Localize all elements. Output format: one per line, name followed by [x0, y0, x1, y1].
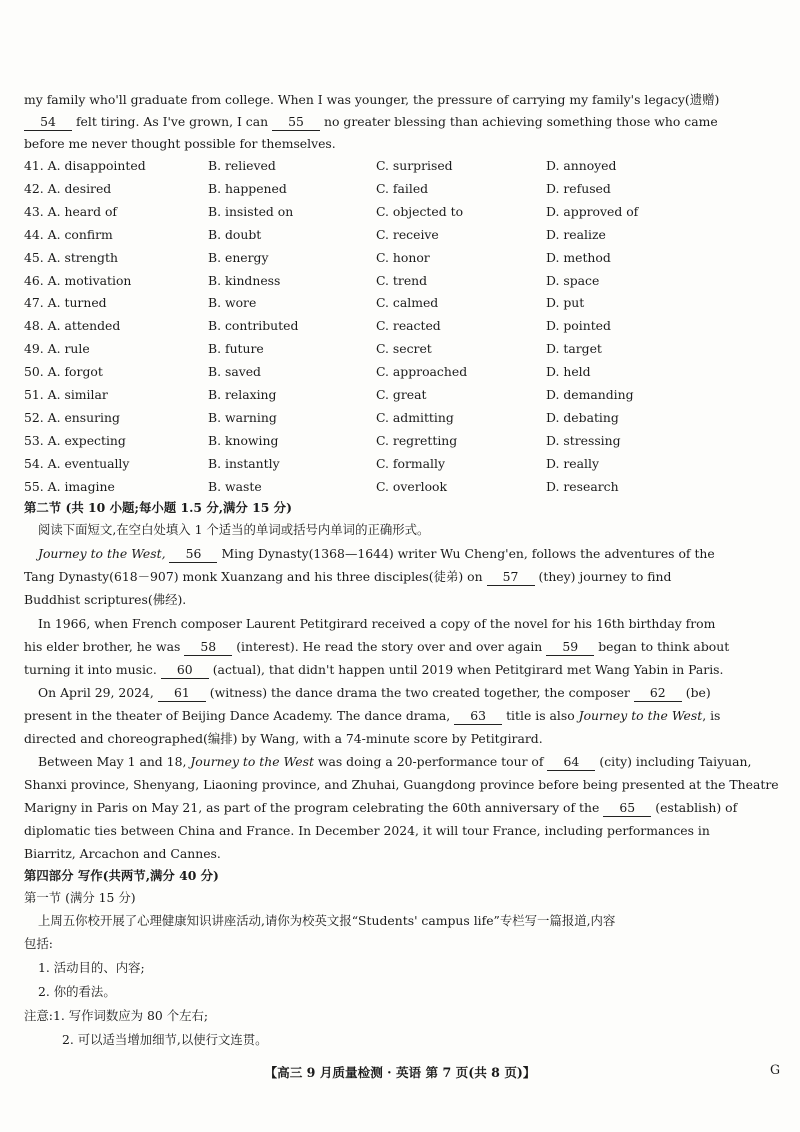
part4-heading: 第四部分 写作(共两节,满分 40 分) — [24, 868, 219, 883]
option-b: B. instantly — [208, 455, 280, 471]
option-d: D. put — [546, 295, 585, 311]
option-a: 52. A. ensuring — [24, 409, 120, 425]
option-c: C. reacted — [376, 318, 441, 334]
option-a: 53. A. expecting — [24, 432, 126, 448]
blank-63: 63 — [454, 708, 502, 725]
option-a: 54. A. eventually — [24, 455, 130, 471]
option-d: D. realize — [546, 226, 606, 242]
option-b: B. kindness — [208, 272, 281, 288]
option-b: B. saved — [208, 364, 261, 380]
option-a: 41. A. disappointed — [24, 158, 146, 173]
option-d: D. refused — [546, 180, 611, 196]
option-b: B. energy — [208, 249, 269, 265]
para3-line2: present in the theater of Beijing Dance Academy. The dance drama, 63 title is also Journey to the West, is — [24, 708, 721, 723]
note-line-2: 2. 可以适当增加细节,以使行文连贯。 — [62, 1032, 268, 1047]
option-row — [24, 295, 784, 313]
option-b: B. relieved — [208, 158, 276, 173]
option-d: D. approved of — [546, 203, 639, 219]
option-row — [24, 341, 784, 359]
blank-59: 59 — [546, 639, 594, 656]
task-line-1: 上周五你校开展了心理健康知识讲座活动,请你为校英文报“Students' campus life”专栏写一篇报道,内容 — [38, 913, 616, 928]
blank-64: 64 — [547, 754, 595, 771]
option-row — [24, 250, 784, 268]
option-d: D. target — [546, 341, 602, 357]
option-c: C. honor — [376, 249, 430, 265]
para4-line5: Biarritz, Arcachon and Cannes. — [24, 846, 221, 861]
option-c: C. admitting — [376, 409, 454, 425]
option-a: 49. A. rule — [24, 341, 90, 357]
option-a: 55. A. imagine — [24, 478, 115, 494]
page-footer: 【高三 9 月质量检测 · 英语 第 7 页(共 8 页)】 — [264, 1065, 536, 1080]
option-a: 47. A. turned — [24, 295, 107, 311]
option-row — [24, 479, 784, 497]
para2-line3: turning it into music. 60 (actual), that didn't happen until 2019 when Petitgirard met Wang Yabin in Paris. — [24, 662, 724, 677]
option-d: D. stressing — [546, 432, 621, 448]
blank-54: 54 — [24, 114, 72, 131]
option-c: C. objected to — [376, 203, 464, 219]
blank-65: 65 — [603, 800, 651, 817]
blank-57: 57 — [487, 569, 535, 586]
option-row — [24, 204, 784, 222]
option-d: D. method — [546, 249, 611, 265]
task-line-2: 包括: — [24, 936, 53, 951]
option-c: C. great — [376, 387, 427, 402]
option-b: B. happened — [208, 180, 287, 196]
option-a: 44. A. confirm — [24, 226, 113, 242]
option-d: D. research — [546, 478, 619, 494]
option-c: C. regretting — [376, 432, 458, 448]
option-a: 42. A. desired — [24, 180, 112, 196]
passage-line-3: before me never thought possible for themselves. — [24, 136, 336, 151]
para4-line3: Marigny in Paris on May 21, as part of the program celebrating the 60th anniversary of the 65 (establish) of — [24, 800, 738, 815]
option-d: D. really — [546, 455, 599, 471]
section2-instruction: 阅读下面短文,在空白处填入 1 个适当的单词或括号内单词的正确形式。 — [38, 522, 430, 537]
option-row — [24, 456, 784, 474]
option-b: B. knowing — [208, 432, 279, 448]
option-d: D. demanding — [546, 387, 634, 402]
option-b: B. insisted on — [208, 203, 294, 219]
option-b: B. relaxing — [208, 387, 277, 402]
option-d: D. space — [546, 272, 600, 288]
para4-line4: diplomatic ties between China and France. In December 2024, it will tour France, including performances in — [24, 823, 710, 838]
option-c: C. trend — [376, 272, 428, 288]
para2-line2: his elder brother, he was 58 (interest). He read the story over and over again 59 began to think about — [24, 639, 730, 654]
version-mark: G — [770, 1062, 781, 1077]
blank-56: 56 — [169, 546, 217, 563]
option-c: C. formally — [376, 455, 445, 471]
option-c: C. approached — [376, 364, 468, 380]
part4-section1: 第一节 (满分 15 分) — [24, 890, 136, 905]
option-b: B. contributed — [208, 318, 299, 334]
para4-line1: Between May 1 and 18, Journey to the West was doing a 20-performance tour of 64 (city) including Taiyuan, — [38, 754, 752, 769]
option-b: B. wore — [208, 295, 257, 311]
option-row — [24, 387, 784, 405]
option-row — [24, 318, 784, 336]
option-d: D. pointed — [546, 318, 611, 334]
option-row — [24, 181, 784, 199]
para3-line3: directed and choreographed(编排) by Wang, with a 74-minute score by Petitgirard. — [24, 731, 543, 746]
para1-line1: Journey to the West, 56 Ming Dynasty(1368—1644) writer Wu Cheng'en, follows the adventures of the — [38, 546, 715, 561]
option-c: C. receive — [376, 226, 439, 242]
option-c: C. secret — [376, 341, 432, 357]
option-b: B. future — [208, 341, 264, 357]
passage-line-2: 54 felt tiring. As I've grown, I can 55 no greater blessing than achieving something those who came — [24, 114, 782, 131]
section2-heading: 第二节 (共 10 小题;每小题 1.5 分,满分 15 分) — [24, 500, 292, 515]
option-d: D. held — [546, 364, 591, 380]
option-b: B. doubt — [208, 226, 262, 242]
para3-line1: On April 29, 2024, 61 (witness) the dance drama the two created together, the composer 62 (be) — [38, 685, 711, 700]
option-c: C. overlook — [376, 478, 448, 494]
blank-62: 62 — [634, 685, 682, 702]
option-row — [24, 158, 784, 176]
option-c: C. calmed — [376, 295, 439, 311]
blank-61: 61 — [158, 685, 206, 702]
task-item-2: 2. 你的看法。 — [38, 984, 116, 999]
option-a: 45. A. strength — [24, 249, 118, 265]
para1-line2: Tang Dynasty(618－907) monk Xuanzang and his three disciples(徒弟) on 57 (they) journey to find — [24, 569, 672, 584]
task-item-1: 1. 活动目的、内容; — [38, 960, 145, 975]
option-row — [24, 433, 784, 451]
para4-line2: Shanxi province, Shenyang, Liaoning province, and Zhuhai, Guangdong province before being presented at the Theatre — [24, 777, 779, 792]
note-line-1: 注意:1. 写作词数应为 80 个左右; — [24, 1008, 209, 1023]
option-d: D. annoyed — [546, 158, 617, 173]
blank-58: 58 — [184, 639, 232, 656]
option-row — [24, 410, 784, 428]
option-c: C. failed — [376, 180, 429, 196]
option-a: 50. A. forgot — [24, 364, 103, 380]
option-c: C. surprised — [376, 158, 453, 173]
para1-line3: Buddhist scriptures(佛经). — [24, 592, 187, 607]
option-a: 48. A. attended — [24, 318, 121, 334]
option-row — [24, 364, 784, 382]
option-row — [24, 227, 784, 245]
option-b: B. warning — [208, 409, 277, 425]
option-a: 46. A. motivation — [24, 272, 132, 288]
blank-55: 55 — [272, 114, 320, 131]
option-row — [24, 273, 784, 291]
option-b: B. waste — [208, 478, 262, 494]
blank-60: 60 — [161, 662, 209, 679]
option-a: 51. A. similar — [24, 387, 108, 402]
passage-line-1: my family who'll graduate from college. When I was younger, the pressure of carrying my family's legacy(遗赠) — [24, 92, 720, 107]
option-a: 43. A. heard of — [24, 203, 118, 219]
option-d: D. debating — [546, 409, 619, 425]
para2-line1: In 1966, when French composer Laurent Petitgirard received a copy of the novel for his 16th birthday from — [38, 616, 716, 631]
